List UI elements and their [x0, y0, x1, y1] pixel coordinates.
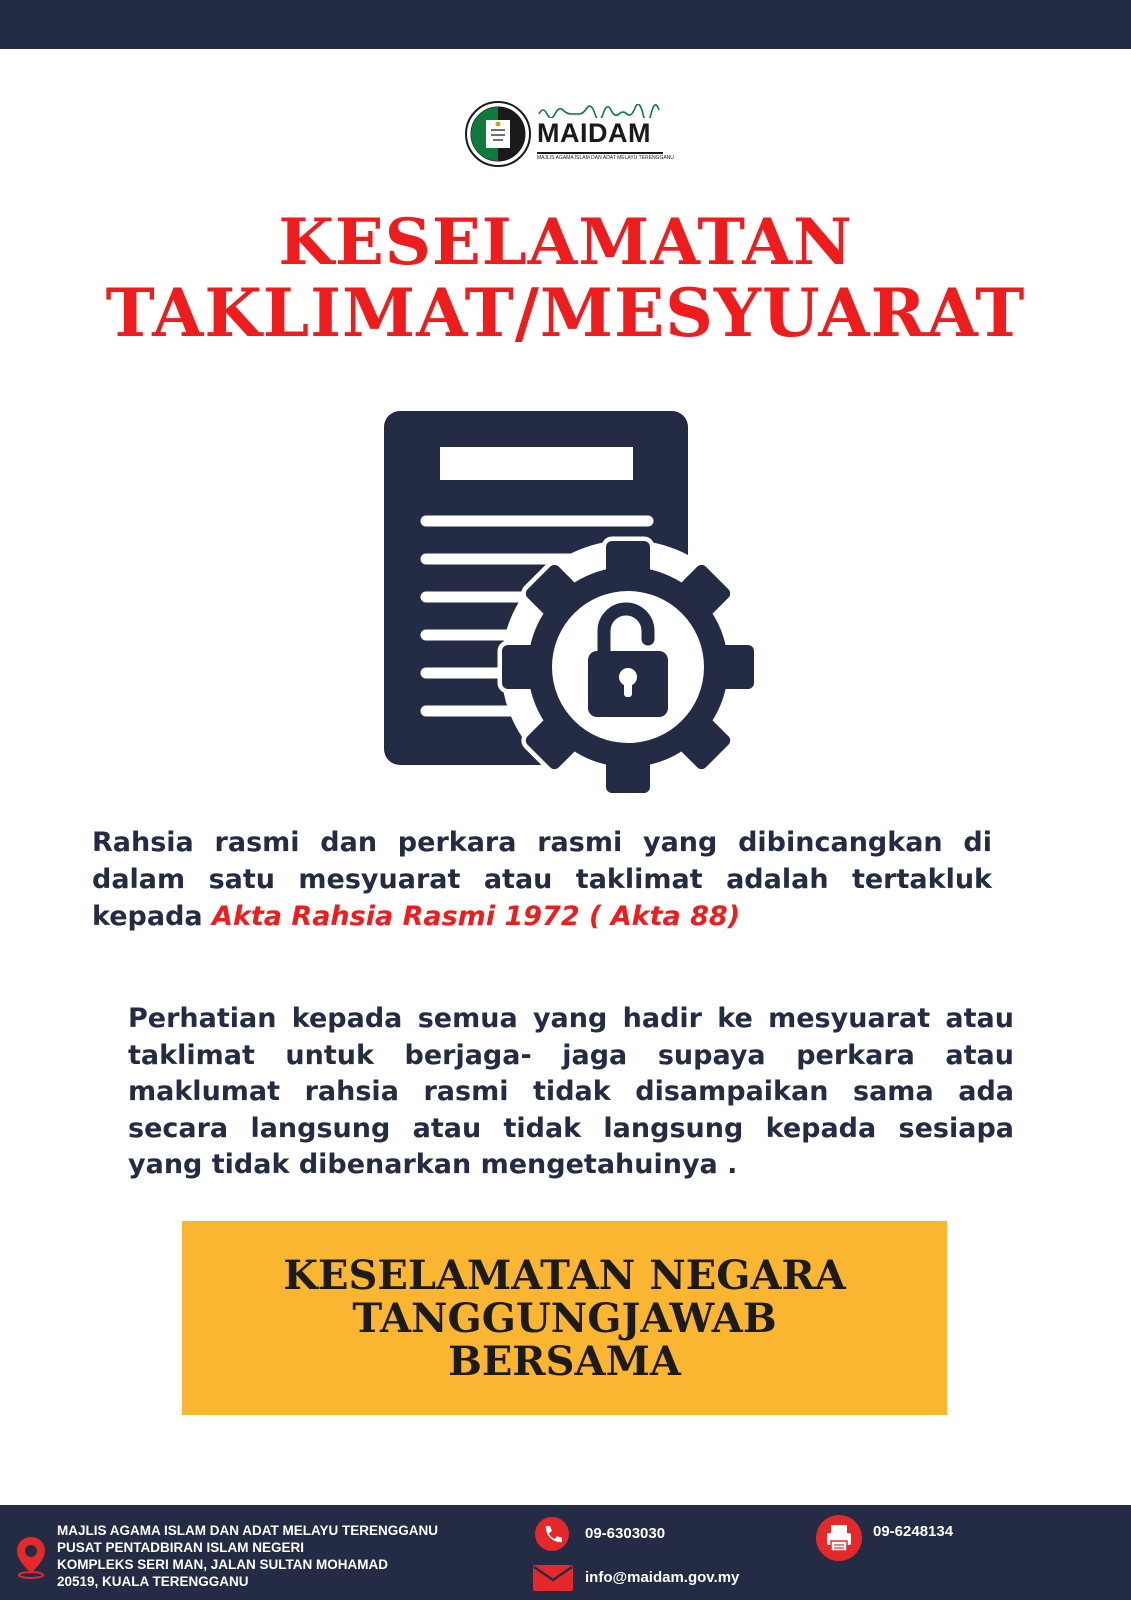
top-bar — [0, 0, 1131, 49]
document-gear-padlock-icon — [370, 405, 770, 805]
maidam-logo — [465, 100, 674, 172]
mail-icon — [533, 1565, 573, 1591]
national-security-callout — [182, 1221, 947, 1415]
paragraph-attention: Perhatian kepada semua yang hadir ke mesyuarat atau taklimat untuk berjaga- jaga supaya perkara atau maklumat rahsia rasmi tidak disampaikan sama ada secara langsung atau tidak langsung kepada sesiapa yang tidak dibenarkan mengetahuinya . — [128, 1003, 1014, 1180]
location-pin-icon — [14, 1535, 48, 1579]
paragraph-1-text: Rahsia rasmi dan perkara rasmi yang dibincangkan di dalam satu mesyuarat atau taklimat adalah tertakluk kepada — [92, 827, 992, 932]
phone-number[interactable]: 09-6303030 — [585, 1525, 666, 1542]
act-reference: Akta Rahsia Rasmi 1972 ( Akta 88) — [212, 901, 741, 932]
phone-icon — [535, 1517, 569, 1551]
logo-subtitle: MAJLIS AGAMA ISLAM DAN ADAT MELAYU TERENGGANU — [537, 155, 674, 161]
address-line: 20519, KUALA TERENGGANU — [57, 1574, 249, 1589]
title-line-2: TAKLIMAT/MESYUARAT — [105, 274, 1026, 352]
fax-number[interactable]: 09-6248134 — [873, 1523, 954, 1540]
maidam-seal-icon — [465, 100, 531, 168]
footer-address — [57, 1522, 438, 1590]
fax-printer-icon — [816, 1515, 862, 1561]
paragraph-official-secrets — [92, 824, 992, 935]
address-line: MAJLIS AGAMA ISLAM DAN ADAT MELAYU TERENGGANU — [57, 1523, 438, 1538]
callout-line-3: BERSAMA — [448, 1337, 681, 1385]
logo-underline — [537, 152, 663, 154]
address-line: PUSAT PENTADBIRAN ISLAM NEGERI — [57, 1540, 305, 1555]
page-title — [0, 205, 1131, 352]
arabic-script-decoration — [537, 104, 663, 118]
logo-wordmark: MAIDAM — [537, 118, 651, 148]
email-address[interactable]: info@maidam.gov.my — [585, 1569, 740, 1586]
footer — [0, 1505, 1131, 1600]
title-line-1: KESELAMATAN — [278, 205, 853, 280]
callout-line-1: KESELAMATAN NEGARA — [283, 1251, 846, 1299]
address-line: KOMPLEKS SERI MAN, JALAN SULTAN MOHAMAD — [57, 1557, 388, 1572]
callout-line-2: TANGGUNGJAWAB — [352, 1294, 777, 1342]
